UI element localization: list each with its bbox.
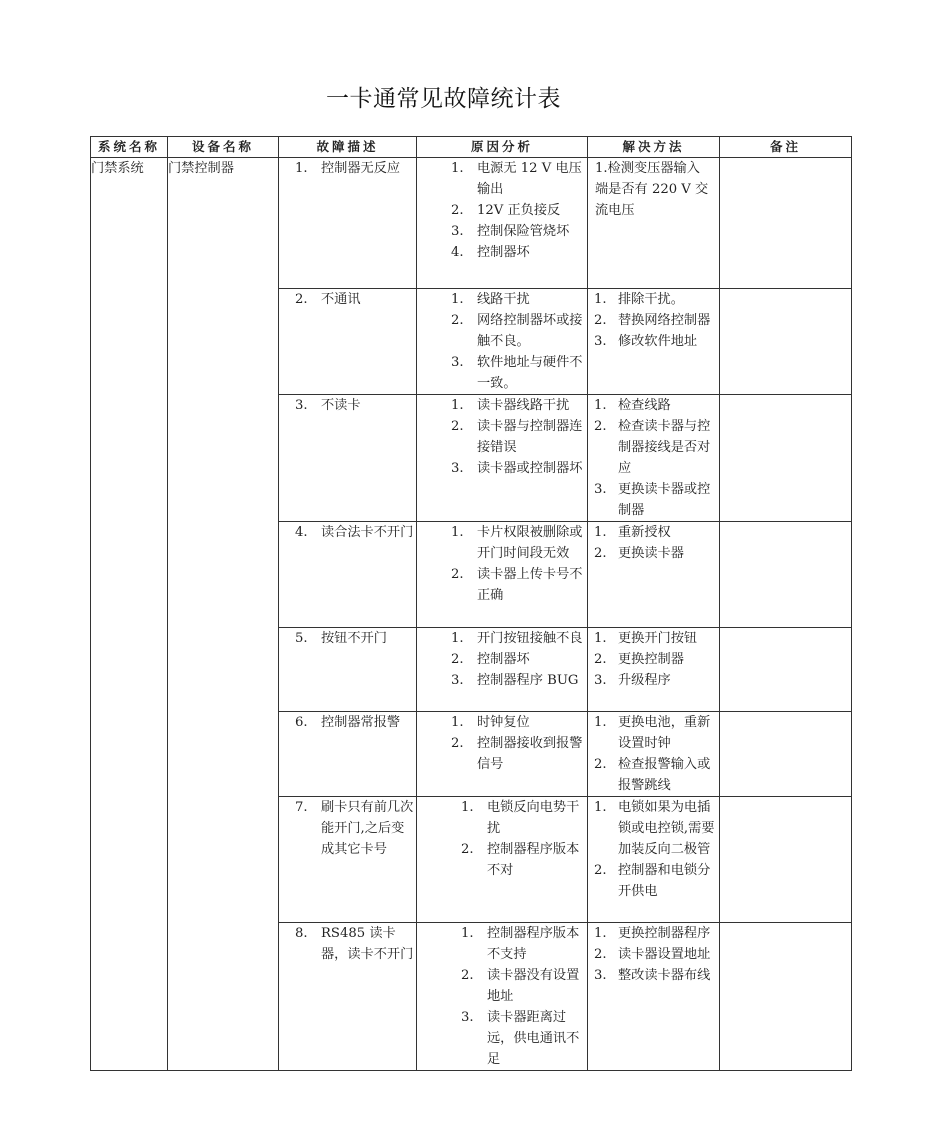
solution-item — [588, 754, 719, 796]
cause-text: 网络控制器坏或接触不良。 — [477, 313, 583, 349]
fault-list — [279, 289, 416, 310]
cause-list — [417, 522, 587, 606]
page-title: 一卡通常见故障统计表 — [326, 86, 561, 112]
cause-text: 读卡器线路干扰 — [477, 398, 570, 413]
solution-number: 1. — [594, 926, 607, 941]
cause-text: 电锁反向电势干扰 — [487, 800, 580, 836]
remarks-cell — [720, 395, 852, 522]
solution-number: 3. — [594, 968, 607, 983]
solution-cell — [588, 712, 720, 797]
solution-number: 2. — [594, 419, 607, 434]
solution-number: 2. — [594, 863, 607, 878]
solution-text: 更换开门按钮 — [618, 631, 698, 646]
cause-item — [417, 628, 587, 649]
table-header-row — [91, 137, 852, 158]
cause-cell — [417, 158, 588, 289]
cause-number: 3. — [451, 673, 464, 688]
cause-item — [417, 289, 587, 310]
remarks-cell — [720, 522, 852, 628]
table-body — [91, 158, 852, 1071]
cause-number: 2. — [451, 203, 464, 218]
cause-item — [417, 1007, 587, 1070]
remarks-cell — [720, 158, 852, 289]
cause-number: 3. — [451, 355, 464, 370]
fault-number: 8. — [295, 926, 308, 941]
remarks-cell — [720, 712, 852, 797]
header-cause-analysis: 原因分析 — [417, 137, 588, 158]
solution-cell — [588, 628, 720, 712]
solution-text: 电锁如果为电插锁或电控锁,需要加装反向二极管 — [618, 800, 715, 857]
fault-text: 不读卡 — [321, 398, 361, 413]
fault-item — [279, 289, 416, 310]
cause-item — [417, 395, 587, 416]
solution-list — [588, 923, 719, 986]
fault-text: 不通讯 — [321, 292, 361, 307]
solution-text: 替换网络控制器 — [618, 313, 711, 328]
cause-item — [417, 564, 587, 606]
solution-cell — [588, 923, 720, 1071]
solution-number: 1. — [594, 525, 607, 540]
solution-cell — [588, 289, 720, 395]
solution-text: 升级程序 — [618, 673, 671, 688]
cause-text: 读卡器距离过远，供电通讯不足 — [487, 1010, 580, 1067]
cause-list — [417, 158, 587, 263]
remarks-cell — [720, 289, 852, 395]
solution-number: 2. — [594, 757, 607, 772]
cause-item — [417, 221, 587, 242]
solution-list — [588, 628, 719, 691]
cause-item — [417, 458, 587, 479]
solution-number: 1. — [594, 292, 607, 307]
fault-item — [279, 158, 416, 179]
fault-number: 7. — [295, 800, 308, 815]
device-name-cell: 门禁控制器 — [168, 158, 279, 1071]
fault-text: 读合法卡不开门 — [321, 525, 414, 540]
table-row — [91, 158, 852, 289]
cause-item — [417, 923, 587, 965]
solution-text: 修改软件地址 — [618, 334, 698, 349]
solution-item — [588, 395, 719, 416]
fault-number: 4. — [295, 525, 308, 540]
cause-item — [417, 200, 587, 221]
solution-text: 1.检测变压器输入端是否有 220 V 交流电压 — [595, 161, 709, 218]
solution-number: 3. — [594, 334, 607, 349]
cause-item — [417, 965, 587, 1007]
fault-text: RS485 读卡器，读卡不开门 — [321, 926, 414, 962]
header-device-name: 设备名称 — [168, 137, 279, 158]
solution-text: 更换控制器程序 — [618, 926, 711, 941]
cause-item — [417, 649, 587, 670]
cause-cell — [417, 628, 588, 712]
fault-list — [279, 628, 416, 649]
cause-number: 2. — [451, 567, 464, 582]
cause-text: 控制器接收到报警信号 — [477, 736, 583, 772]
cause-number: 1. — [451, 292, 464, 307]
cause-list — [417, 797, 587, 881]
cause-number: 1. — [451, 631, 464, 646]
cause-text: 读卡器上传卡号不正确 — [477, 567, 583, 603]
cause-item — [417, 310, 587, 352]
solution-item — [588, 628, 719, 649]
fault-item — [279, 395, 416, 416]
solution-text: 读卡器设置地址 — [618, 947, 711, 962]
solution-text: 整改读卡器布线 — [618, 968, 711, 983]
cause-item — [417, 242, 587, 263]
solution-number: 2. — [594, 652, 607, 667]
solution-item — [588, 522, 719, 543]
remarks-cell — [720, 923, 852, 1071]
cause-text: 时钟复位 — [477, 715, 530, 730]
fault-description-cell — [279, 712, 417, 797]
solution-item — [588, 331, 719, 352]
fault-text: 按钮不开门 — [321, 631, 387, 646]
fault-list — [279, 158, 416, 179]
remarks-cell — [720, 797, 852, 923]
fault-item — [279, 628, 416, 649]
cause-number: 1. — [451, 525, 464, 540]
solution-item — [588, 860, 719, 902]
fault-text: 控制器无反应 — [321, 161, 401, 176]
solution-item — [588, 310, 719, 331]
solution-text: 检查读卡器与控制器接线是否对应 — [618, 419, 711, 476]
cause-text: 12V 正负接反 — [477, 203, 561, 218]
solution-number: 3. — [594, 673, 607, 688]
fault-list — [279, 395, 416, 416]
solution-text: 更换控制器 — [618, 652, 684, 667]
solution-item — [588, 543, 719, 564]
cause-text: 软件地址与硬件不一致。 — [477, 355, 583, 391]
cause-list — [417, 712, 587, 775]
cause-text: 读卡器与控制器连接错误 — [477, 419, 583, 455]
solution-item — [588, 944, 719, 965]
solution-number: 1. — [594, 715, 607, 730]
fault-number: 6. — [295, 715, 308, 730]
cause-number: 2. — [461, 842, 474, 857]
cause-cell — [417, 289, 588, 395]
fault-description-cell — [279, 797, 417, 923]
solution-text: 检查线路 — [618, 398, 671, 413]
header-fault-description: 故障描述 — [279, 137, 417, 158]
fault-number: 5. — [295, 631, 308, 646]
solution-cell — [588, 797, 720, 923]
cause-number: 1. — [461, 926, 474, 941]
fault-text: 刷卡只有前几次能开门,之后变成其它卡号 — [321, 800, 414, 857]
cause-text: 控制器坏 — [477, 652, 530, 667]
solution-text: 控制器和电锁分开供电 — [618, 863, 711, 899]
cause-number: 2. — [451, 736, 464, 751]
header-system-name: 系统名称 — [91, 137, 168, 158]
solution-number: 2. — [594, 546, 607, 561]
solution-item — [588, 712, 719, 754]
cause-list — [417, 628, 587, 691]
cause-text: 读卡器或控制器坏 — [477, 461, 583, 476]
cause-cell — [417, 522, 588, 628]
cause-number: 3. — [451, 224, 464, 239]
solution-number: 1. — [594, 631, 607, 646]
fault-description-cell — [279, 289, 417, 395]
cause-item — [417, 712, 587, 733]
fault-number: 2. — [295, 292, 308, 307]
fault-list — [279, 712, 416, 733]
cause-item — [417, 416, 587, 458]
solution-cell — [588, 395, 720, 522]
solution-item — [588, 649, 719, 670]
solution-cell — [588, 158, 720, 289]
solution-list — [588, 712, 719, 796]
cause-text: 读卡器没有设置地址 — [487, 968, 580, 1004]
remarks-cell — [720, 628, 852, 712]
cause-number: 2. — [451, 652, 464, 667]
solution-list — [588, 395, 719, 521]
cause-number: 1. — [451, 161, 464, 176]
cause-number: 2. — [451, 313, 464, 328]
solution-text: 更换电池，重新设置时钟 — [618, 715, 711, 751]
solution-number: 1. — [594, 398, 607, 413]
solution-number: 3. — [594, 482, 607, 497]
cause-text: 开门按钮接触不良 — [477, 631, 583, 646]
fault-description-cell — [279, 628, 417, 712]
fault-text: 控制器常报警 — [321, 715, 401, 730]
cause-item — [417, 839, 587, 881]
header-remarks: 备注 — [720, 137, 852, 158]
cause-cell — [417, 797, 588, 923]
solution-number: 2. — [594, 947, 607, 962]
cause-item — [417, 352, 587, 394]
solution-item — [588, 923, 719, 944]
cause-cell — [417, 923, 588, 1071]
solution-text: 重新授权 — [618, 525, 671, 540]
cause-item — [417, 733, 587, 775]
cause-text: 控制器程序版本不对 — [487, 842, 580, 878]
solution-item — [588, 965, 719, 986]
fault-list — [279, 522, 416, 543]
solution-item — [588, 289, 719, 310]
cause-text: 控制器程序 BUG — [477, 673, 579, 688]
cause-text: 控制器程序版本不支持 — [487, 926, 580, 962]
cause-item — [417, 797, 587, 839]
fault-item — [279, 923, 416, 965]
cause-item — [417, 670, 587, 691]
cause-cell — [417, 712, 588, 797]
solution-text: 更换读卡器或控制器 — [618, 482, 711, 518]
system-name-cell: 门禁系统 — [91, 158, 168, 1071]
cause-number: 3. — [451, 461, 464, 476]
cause-cell — [417, 395, 588, 522]
solution-number: 2. — [594, 313, 607, 328]
solution-item — [588, 670, 719, 691]
fault-description-cell — [279, 522, 417, 628]
cause-text: 电源无 12 V 电压输出 — [477, 161, 582, 197]
cause-number: 4. — [451, 245, 464, 260]
cause-number: 1. — [451, 715, 464, 730]
cause-number: 3. — [461, 1010, 474, 1025]
fault-list — [279, 797, 416, 860]
cause-text: 控制保险管烧坏 — [477, 224, 570, 239]
fault-table — [90, 136, 852, 1071]
solution-text: 更换读卡器 — [618, 546, 684, 561]
fault-description-cell — [279, 158, 417, 289]
cause-number: 2. — [461, 968, 474, 983]
solution-list — [588, 797, 719, 902]
cause-number: 2. — [451, 419, 464, 434]
solution-list — [588, 522, 719, 564]
cause-list — [417, 395, 587, 479]
fault-item — [279, 797, 416, 860]
cause-number: 1. — [461, 800, 474, 815]
solution-text: 检查报警输入或报警跳线 — [618, 757, 711, 793]
cause-text: 卡片权限被删除或开门时间段无效 — [477, 525, 583, 561]
solution-cell — [588, 522, 720, 628]
cause-number: 1. — [451, 398, 464, 413]
cause-item — [417, 158, 587, 200]
cause-text: 线路干扰 — [477, 292, 530, 307]
solution-text: 排除干扰。 — [618, 292, 684, 307]
cause-item — [417, 522, 587, 564]
fault-number: 3. — [295, 398, 308, 413]
fault-description-cell — [279, 923, 417, 1071]
solution-item — [588, 797, 719, 860]
cause-list — [417, 289, 587, 394]
fault-item — [279, 522, 416, 543]
fault-number: 1. — [295, 161, 308, 176]
header-solution: 解决方法 — [588, 137, 720, 158]
solution-item — [588, 479, 719, 521]
fault-list — [279, 923, 416, 965]
solution-item — [588, 416, 719, 479]
cause-text: 控制器坏 — [477, 245, 530, 260]
solution-list — [588, 289, 719, 352]
fault-item — [279, 712, 416, 733]
cause-list — [417, 923, 587, 1070]
solution-number: 1. — [594, 800, 607, 815]
fault-description-cell — [279, 395, 417, 522]
